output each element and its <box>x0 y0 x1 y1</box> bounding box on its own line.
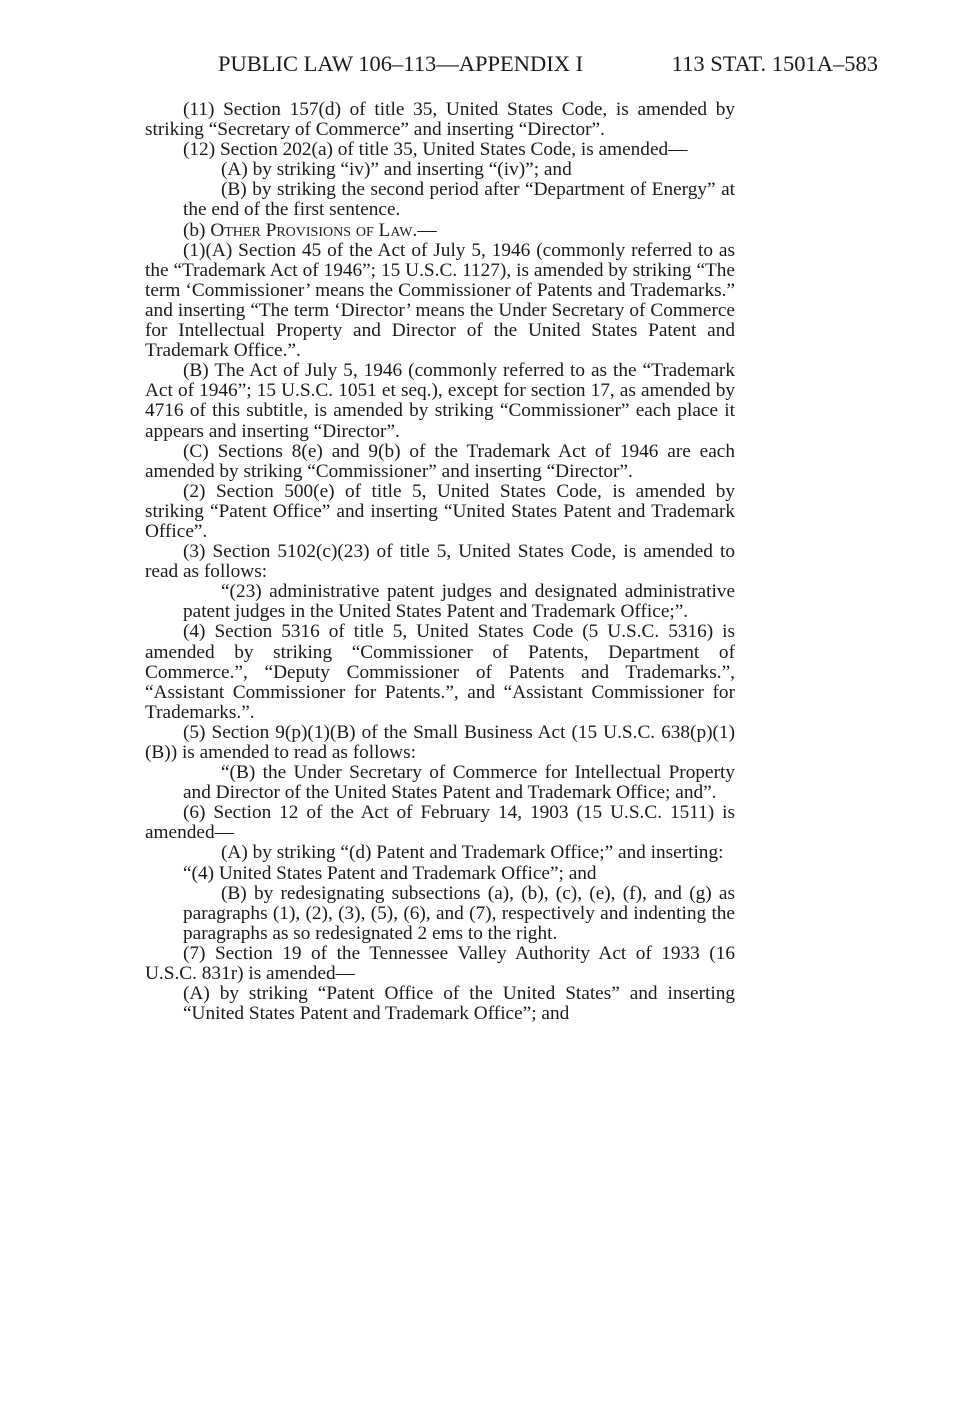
subsection-b-title: Other Provisions of Law.— <box>210 219 437 241</box>
paragraph-6-b: (B) by redesignating subsections (a), (b), (c), (e), (f), and (g) as paragraphs (1), (2), (3), (5), (6), and (7), respectively and indenting the paragraphs as so redesignated 2 ems to the right. <box>183 882 735 944</box>
paragraph-6-quoted: “(4) United States Patent and Trademark Office”; and <box>183 862 597 884</box>
running-header <box>218 44 878 84</box>
paragraph-6-a: (A) by striking “(d) Patent and Trademark Office;” and inserting: <box>221 842 724 864</box>
paragraph-7-a: (A) by striking “Patent Office of the United States” and inserting “United States Patent and Trademark Office”; and <box>183 983 735 1025</box>
paragraph-4: (4) Section 5316 of title 5, United States Code (5 U.S.C. 5316) is amended by striking “Commissioner of Patents, Department of Commerce.”, “Deputy Commissioner of Patents and Trademarks.”, “Assistant Commissioner for Patents.”, and “Assistant Commissioner for Trademarks.”. <box>145 621 735 723</box>
subsection-b-label: (b) <box>183 219 211 241</box>
header-law-title: PUBLIC LAW 106–113—APPENDIX I <box>218 51 584 76</box>
paragraph-12-b: (B) by striking the second period after “Department of Energy” at the end of the first sentence. <box>183 179 735 221</box>
paragraph-2: (2) Section 500(e) of title 5, United States Code, is amended by striking “Patent Office” and inserting “United States Patent and Trademark Office”. <box>145 480 735 542</box>
paragraph-6: (6) Section 12 of the Act of February 14, 1903 (15 U.S.C. 1511) is amended— <box>145 802 735 844</box>
paragraph-12: (12) Section 202(a) of title 35, United States Code, is amended— <box>183 139 688 161</box>
paragraph-7: (7) Section 19 of the Tennessee Valley Authority Act of 1933 (16 U.S.C. 831r) is amended— <box>145 942 735 985</box>
paragraph-3: (3) Section 5102(c)(23) of title 5, United States Code, is amended to read as follows: <box>145 541 735 583</box>
subsection-b-heading <box>145 221 735 241</box>
header-statute-page: 113 STAT. 1501A–583 <box>671 51 878 76</box>
paragraph-5-quoted: “(B) the Under Secretary of Commerce for Intellectual Property and Director of the United States Patent and Trademark Office; and”. <box>183 762 735 804</box>
paragraph-3-quoted: “(23) administrative patent judges and designated administrative patent judges in the United States Patent and Trademark Office;”. <box>183 581 735 623</box>
paragraph-1-c: (C) Sections 8(e) and 9(b) of the Trademark Act of 1946 are each amended by striking “Commissioner” and inserting “Director”. <box>145 440 735 482</box>
paragraph-11: (11) Section 157(d) of title 35, United States Code, is amended by striking “Secretary of Commerce” and inserting “Director”. <box>145 99 735 141</box>
paragraph-12-a: (A) by striking “iv)” and inserting “(iv)”; and <box>221 159 572 181</box>
paragraph-1-b: (B) The Act of July 5, 1946 (commonly referred to as the “Trademark Act of 1946”; 15 U.S.C. 1051 et seq.), except for section 17, as amended by 4716 of this subtitle, is amended by striking “Commissioner” each place it appears and inserting “Director”. <box>145 360 735 442</box>
body-text <box>145 100 735 1024</box>
paragraph-5: (5) Section 9(p)(1)(B) of the Small Business Act (15 U.S.C. 638(p)(1)(B)) is amended to read as follows: <box>145 721 735 763</box>
paragraph-1-a: (1)(A) Section 45 of the Act of July 5, 1946 (commonly referred to as the “Trademark Act of 1946”; 15 U.S.C. 1127), is amended by striking “The term ‘Commissioner’ means the Commissioner of Patents and Trademarks.” and inserting “The term ‘Director’ means the Under Secretary of Commerce for Intellectual Property and Director of the United States Patent and Trademark Office.”. <box>145 239 735 362</box>
